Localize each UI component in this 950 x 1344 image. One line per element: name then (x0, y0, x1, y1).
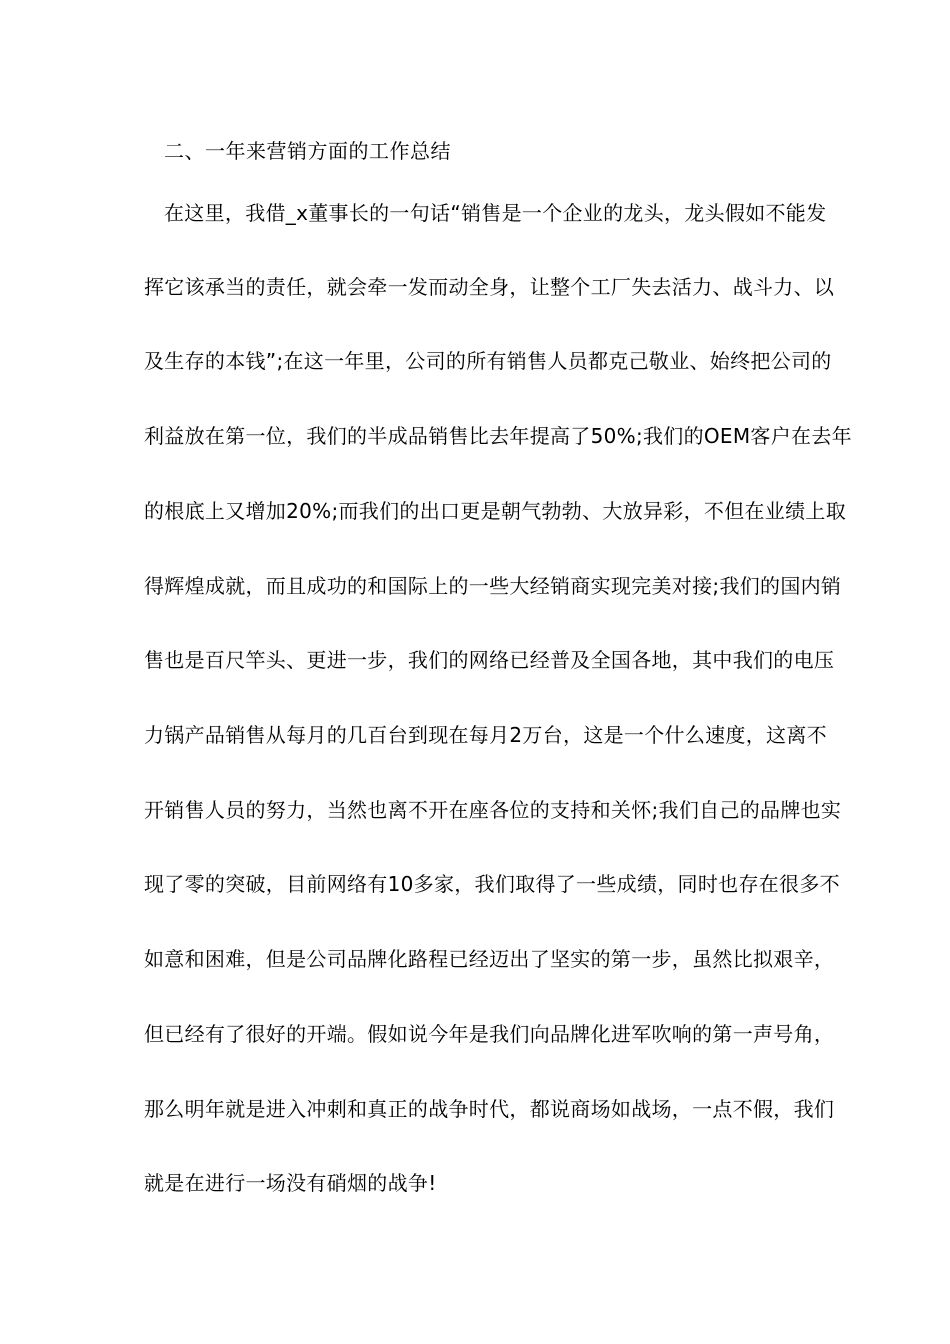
paragraph-line: 就是在进行一场没有硝烟的战争! (144, 1171, 437, 1195)
paragraph-line: 现了零的突破，目前网络有10多家，我们取得了一些成绩，同时也存在很多不 (144, 872, 840, 896)
paragraph-line: 及生存的本钱”;在这一年里，公司的所有销售人员都克己敬业、始终把公司的 (144, 349, 832, 373)
paragraph-line: 得辉煌成就，而且成功的和国际上的一些大经销商实现完美对接;我们的国内销 (144, 574, 842, 598)
paragraph-line: 挥它该承当的责任，就会牵一发而动全身，让整个工厂失去活力、战斗力、以 (144, 275, 835, 299)
paragraph-line: 利益放在第一位，我们的半成品销售比去年提高了50%;我们的OEM客户在去年 (144, 424, 852, 448)
paragraph-line: 那么明年就是进入冲刺和真正的战争时代，都说商场如战场，一点不假，我们 (144, 1097, 835, 1121)
paragraph-line: 的根底上又增加20%;而我们的出口更是朝气勃勃、大放异彩，不但在业绩上取 (144, 499, 846, 523)
paragraph-line: 开销售人员的努力，当然也离不开在座各位的支持和关怀;我们自己的品牌也实 (144, 798, 842, 822)
paragraph-line: 如意和困难，但是公司品牌化路程已经迈出了坚实的第一步，虽然比拟艰辛， (144, 947, 835, 971)
paragraph-line: 售也是百尺竿头、更进一步，我们的网络已经普及全国各地，其中我们的电压 (144, 648, 835, 672)
paragraph-line: 在这里，我借_x董事长的一句话“销售是一个企业的龙头，龙头假如不能发 (164, 201, 827, 225)
paragraph-line: 但已经有了很好的开端。假如说今年是我们向品牌化进军吹响的第一声号角， (144, 1022, 835, 1046)
paragraph-line: 力锅产品销售从每月的几百台到现在每月2万台，这是一个什么速度，这离不 (144, 723, 827, 747)
section-heading: 二、一年来营销方面的工作总结 (164, 139, 451, 163)
